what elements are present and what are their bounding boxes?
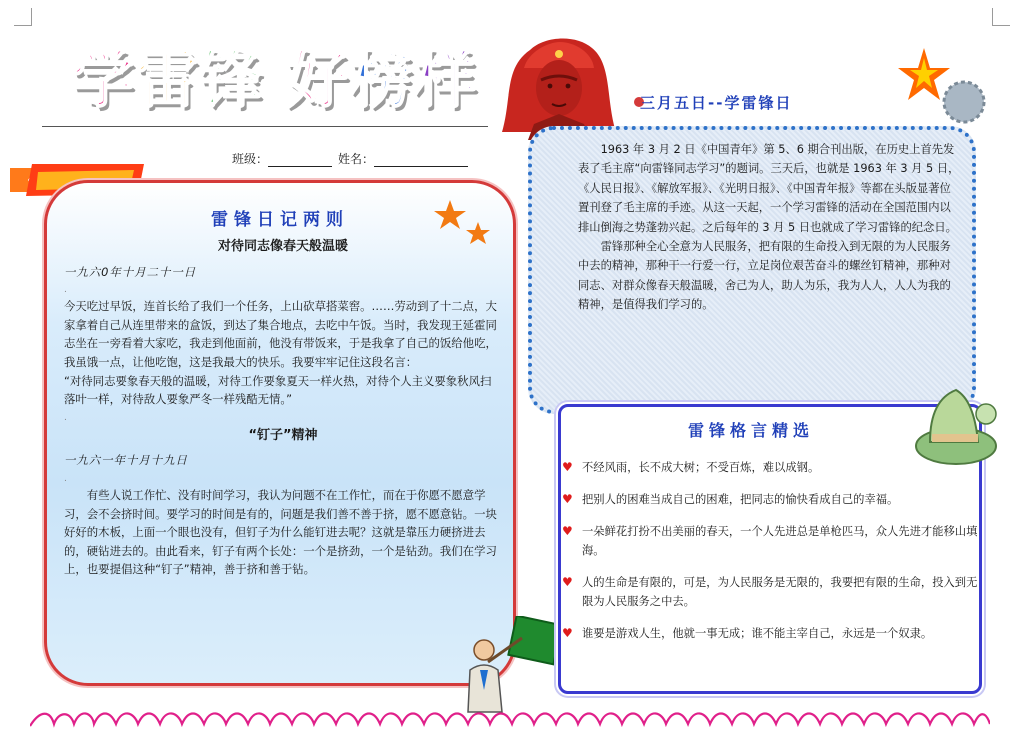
entry1-paragraph: 今天吃过早饭，连首长给了我们一个任务，上山砍草搭菜窖。……劳动到了十二点，大家拿着自己从连里带来的盒饭，到达了集合地点，去吃中午饭。当时，我发现王延霍同志坐在一旁看着大家吃，我走到他面前，他没有带饭来，于是我拿了自己的饭给他吃，我虽饿一点，让他吃饱，这是我最大的快乐。我要牢牢记住这段名言： <box>64 299 497 369</box>
heart-icon: ♥ <box>562 575 573 589</box>
entry2-paragraph: 有些人说工作忙、没有时间学习，我认为问题不在工作忙，而在于你愿不愿意学习，会不会挤时间。要学习的时间是有的，问题是我们善不善于挤，愿不愿意钻。一块好好的木板，上面一个眼也没有，但钉子为什么能钉进去呢？这就是靠压力硬挤进去的，硬钻进去的。由此看来，钉子有两个长处：一个是挤劲，一个是钻劲。我们在学习上，也要提倡这种“钉子”精神，善于挤和善于钻。 <box>64 487 497 577</box>
quotes-list <box>562 458 982 656</box>
hat-decoration <box>900 380 998 470</box>
heart-icon: ♥ <box>562 524 573 538</box>
diary-content <box>64 236 502 579</box>
title-char: 锋 <box>200 43 263 116</box>
crop-mark-top-left <box>14 8 32 26</box>
paragraph-mark: . <box>64 285 67 296</box>
commemoration-content <box>578 140 960 315</box>
page-title <box>72 40 478 126</box>
paragraph-mark: . <box>64 473 67 484</box>
heart-icon: ♥ <box>562 492 573 506</box>
title-char: 学 <box>72 43 135 116</box>
quote-text: 不经风雨，长不成大树；不受百炼，难以成钢。 <box>582 461 820 474</box>
commemoration-paragraph: 雷锋那种全心全意为人民服务，把有限的生命投入到无限的为人民服务中去的精神，那种干一行爱一行，立足岗位艰苦奋斗的螺丝钉精神，那种对同志、对群众像春天般温暖，舍己为人，助人为乐，我为人人，人人为我的精神，是值得我们学习的。 <box>578 240 951 312</box>
entry2-date: 一九六一年十月十九日 <box>64 453 188 468</box>
quotes-heading: 雷锋格言精选 <box>688 421 815 440</box>
title-char: 雷 <box>136 43 199 116</box>
entry1-title: 对待同志像春天般温暖 <box>217 239 348 254</box>
name-input-line[interactable] <box>374 153 468 167</box>
name-label: 姓名： <box>338 152 375 166</box>
entry1-date: 一九六0年十月二十一日 <box>64 264 197 279</box>
gear-star-decoration <box>894 44 990 126</box>
quote-text: 把别人的困难当成自己的困难，把同志的愉快看成自己的幸福。 <box>582 493 899 506</box>
quote-item <box>562 624 982 643</box>
title-char: 榜 <box>350 43 413 116</box>
quote-text: 谁要是游戏人生，他就一事无成；谁不能主宰自己，永远是一个奴隶。 <box>582 627 933 640</box>
quote-item <box>562 522 982 560</box>
paragraph-mark: . <box>64 412 67 423</box>
quote-text: 人的生命是有限的，可是，为人民服务是无限的，我要把有限的生命，投入到无限为人民服务之中去。 <box>582 576 978 608</box>
decorative-bottom-border <box>30 704 990 732</box>
lei-feng-portrait-image <box>494 28 624 140</box>
teacher-pointing-illustration <box>458 616 566 714</box>
title-char: 样 <box>414 43 477 116</box>
title-underline <box>42 126 488 127</box>
quote-text: 一朵鲜花打扮不出美丽的春天，一个人先进总是单枪匹马，众人先进才能移山填海。 <box>582 525 978 557</box>
class-label: 班级： <box>232 152 269 166</box>
class-input-line[interactable] <box>268 153 332 167</box>
commemoration-heading: 三月五日--学雷锋日 <box>640 94 793 112</box>
student-info-row <box>232 150 468 167</box>
entry1-quote: “对待同志要象春天般的温暖，对待工作要象夏天一样火热，对待个人主义要象秋风扫落叶一样，对待敌人要象严冬一样残酷无情。” <box>64 373 492 407</box>
commemoration-paragraph: 1963 年 3 月 2 日《中国青年》第 5、6 期合刊出版，在历史上首先发表了毛主席“向雷锋同志学习”的题词。三天后，也就是 1963 年 3 月 5 日，《人民日报》、《解放军报》、《光明日报》、《中国青年报》等都在头版显著位置刊登了毛主席的手迹。从这一天起，一个学习雷锋的活动在全国范围内以排山倒海之势蓬勃兴起。之后每年的 3 月 5 日也就成了学习雷锋的纪念日。 <box>578 143 960 234</box>
heart-icon: ♥ <box>562 626 573 640</box>
quote-item <box>562 490 982 509</box>
quote-item <box>562 458 982 477</box>
heart-icon: ♥ <box>562 460 573 474</box>
crop-mark-top-right <box>992 8 1010 26</box>
diary-heading: 雷锋日记两则 <box>211 210 349 230</box>
quote-item <box>562 573 982 611</box>
entry2-title: “钉子”精神 <box>248 427 318 443</box>
title-char: 好 <box>286 43 349 116</box>
